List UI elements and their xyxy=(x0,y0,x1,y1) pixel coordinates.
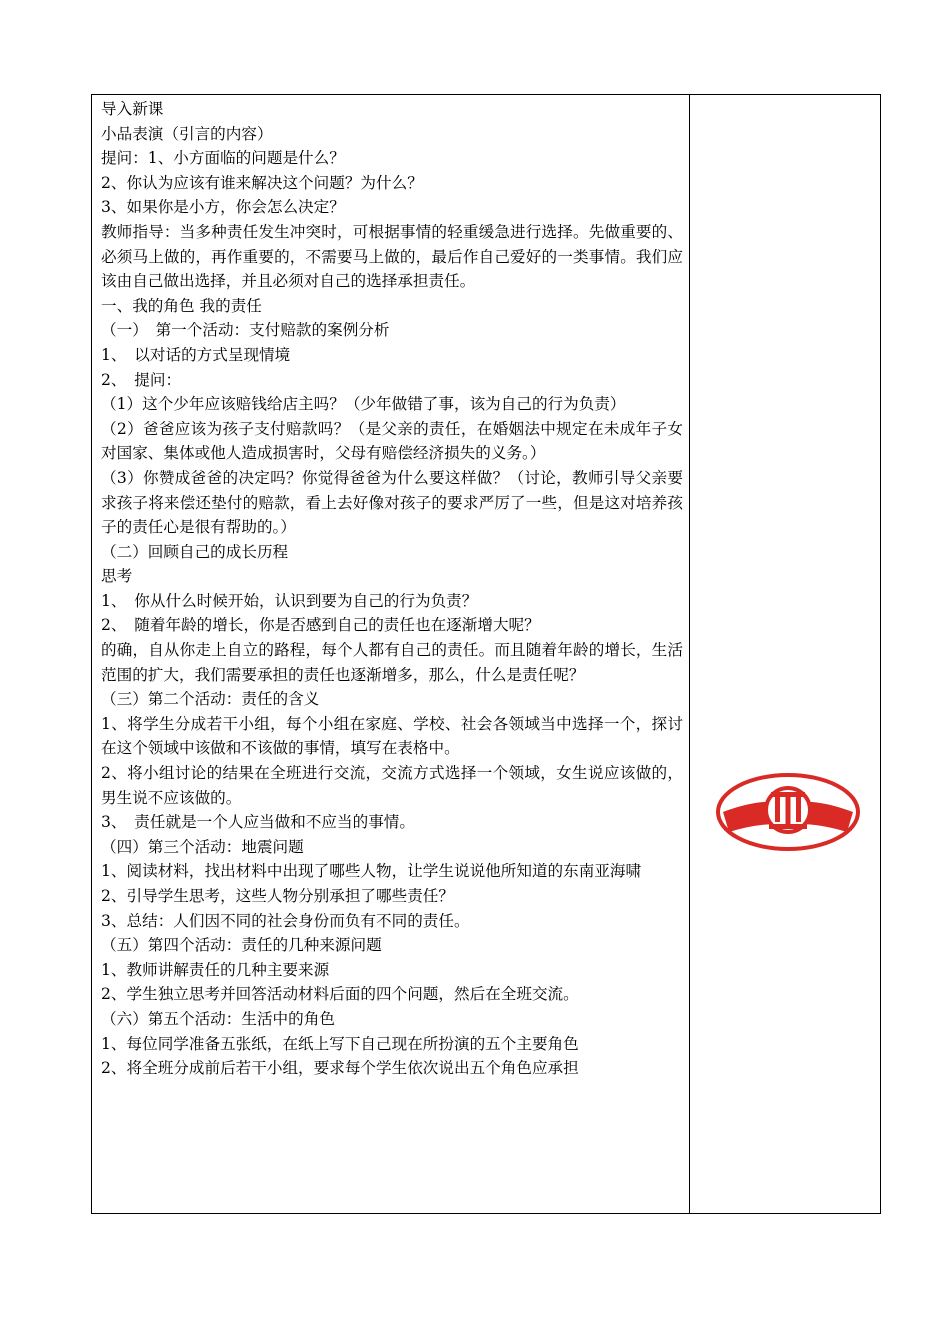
text-line: 导入新课 xyxy=(101,100,164,118)
logo-pillar-left xyxy=(775,796,780,822)
text-line: （二）回顾自己的成长历程 xyxy=(101,542,289,561)
text-line: 2、 随着年龄的增长，你是否感到自己的责任也在逐渐增大呢？ xyxy=(101,616,540,635)
text-line: 2、你认为应该有谁来解决这个问题？为什么？ xyxy=(101,173,423,192)
lesson-content-cell xyxy=(92,95,690,1214)
text-line: 3、总结：人们因不同的社会身份而负有不同的责任。 xyxy=(101,911,470,930)
text-line: （六）第五个活动：生活中的角色 xyxy=(101,1009,335,1028)
logo-pillar-center xyxy=(786,796,791,826)
text-line: 1、将学生分成若干小组，每个小组在家庭、学校、社会各领域当中选择一个，探讨在这个领域中该做和不该做的事情，填写在表格中。 xyxy=(101,714,683,758)
text-line: 思考 xyxy=(101,567,133,586)
text-line: 3、 责任就是一个人应当做和不应当的事情。 xyxy=(101,813,415,832)
text-line: 1、教师讲解责任的几种主要来源 xyxy=(101,960,330,979)
text-line: （3）你赞成爸爸的决定吗？你觉得爸爸为什么要这样做？（讨论，教师引导父亲要求孩子将来偿还垫付的赔款，看上去好像对孩子的要求严厉了一些，但是这对培养孩子的责任心是很有帮助的。） xyxy=(101,468,683,537)
text-line: 1、阅读材料，找出材料中出现了哪些人物，让学生说说他所知道的东南亚海啸 xyxy=(101,862,642,881)
notes-cell xyxy=(690,95,881,1214)
text-line: 2、 提问： xyxy=(101,370,182,389)
text-line: 2、将小组讨论的结果在全班进行交流，交流方式选择一个领域，女生说应该做的，男生说不应该做的。 xyxy=(101,764,683,807)
text-line: （2）爸爸应该为孩子支付赔款吗？（是父亲的责任，在婚姻法中规定在未成年子女对国家、集体或他人造成损害时，父母有赔偿经济损失的义务。） xyxy=(101,419,683,463)
text-line: （四）第三个活动：地震问题 xyxy=(101,837,304,856)
text-line: （1）这个少年应该赔钱给店主吗？（少年做错了事，该为自己的行为负责） xyxy=(101,395,626,414)
text-line: 1、 以对话的方式呈现情境 xyxy=(101,345,291,364)
text-line: 2、引导学生思考，这些人物分别承担了哪些责任？ xyxy=(101,887,454,905)
text-line: 1、每位同学准备五张纸，在纸上写下自己现在所扮演的五个主要角色 xyxy=(101,1034,579,1053)
logo-bar-bottom xyxy=(769,824,807,829)
logo-pillar-right xyxy=(796,796,801,822)
text-line: 1、 你从什么时候开始，认识到要为自己的行为负责？ xyxy=(101,591,478,610)
text-line: 教师指导：当多种责任发生冲突时，可根据事情的轻重缓急进行选择。先做重要的、必须马上做的，再作重要的，不需要马上做的，最后作自己爱好的一类事情。我们应该由自己做出选择，并且必须对自己的选择承担责任。 xyxy=(101,222,683,291)
text-line: （五）第四个活动：责任的几种来源问题 xyxy=(101,936,382,955)
text-line: 提问：1、小方面临的问题是什么？ xyxy=(101,149,345,168)
lesson-table xyxy=(91,94,881,1214)
text-line: 的确，自从你走上自立的路程，每个人都有自己的责任。而且随着年龄的增长，生活范围的扩大，我们需要承担的责任也逐渐增多，那么，什么是责任呢？ xyxy=(101,641,683,684)
text-line: 3、如果你是小方，你会怎么决定？ xyxy=(101,198,345,217)
lesson-text xyxy=(92,95,689,1211)
text-line: 小品表演（引言的内容） xyxy=(101,124,273,143)
text-line: （一） 第一个活动：支付赔款的案例分析 xyxy=(101,321,390,340)
school-logo xyxy=(715,772,861,852)
text-line: 2、学生独立思考并回答活动材料后面的四个问题，然后在全班交流。 xyxy=(101,985,579,1004)
text-line: （三）第二个活动：责任的含义 xyxy=(101,690,320,709)
text-line: 2、将全班分成前后若干小组，要求每个学生依次说出五个角色应承担 xyxy=(101,1059,579,1078)
text-line: 一、我的角色 我的责任 xyxy=(101,296,262,315)
